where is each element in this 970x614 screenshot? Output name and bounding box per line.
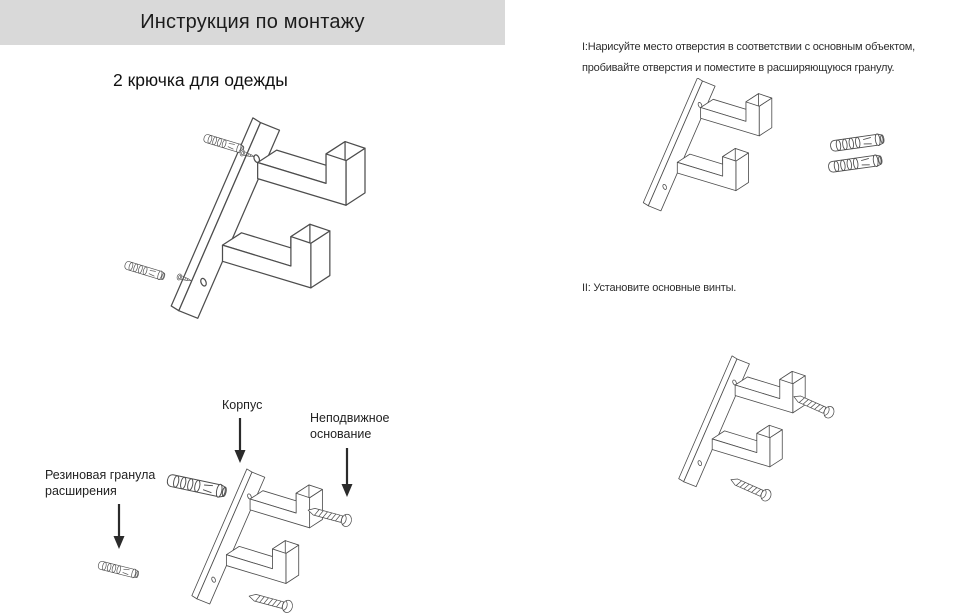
diagram-assembled-with-plugs xyxy=(110,98,380,330)
body-callout-arrow xyxy=(235,418,246,463)
step2-text: II: Установите основные винты. xyxy=(582,282,737,294)
product-subtitle: 2 крючка для одежды xyxy=(113,70,288,90)
step1-line2: пробивайте отверстия и поместите в расширяющуюся гранулу. xyxy=(582,62,895,74)
fixed-base-callout-arrow xyxy=(342,448,353,497)
step1-line1: I:Нарисуйте место отверстия в соответствии с основным объектом, xyxy=(582,41,916,53)
callout-rubber-granule-label: Резиновая гранула расширения xyxy=(45,468,156,498)
rubber-granule-callout-arrow xyxy=(114,504,125,549)
diagram-step2-screws xyxy=(640,348,930,540)
diagram-step1-plugs xyxy=(618,78,910,242)
page-title: Инструкция по монтажу xyxy=(140,11,365,33)
callout-fixed-base-label: Неподвижное основание xyxy=(310,411,390,441)
step1-text xyxy=(582,37,915,79)
callout-body-label: Корпус xyxy=(222,398,263,412)
